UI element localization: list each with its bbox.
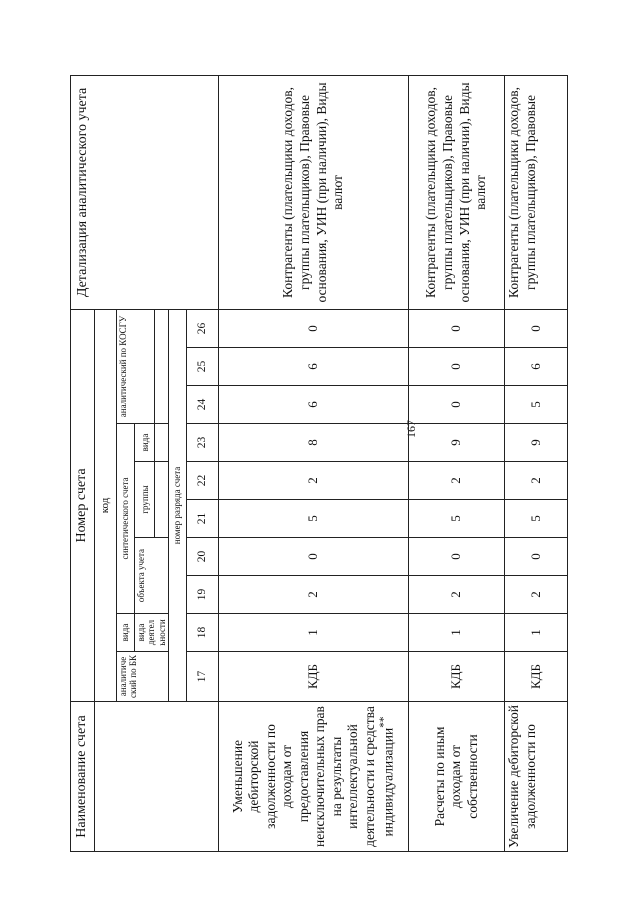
header-account-number: Номер счета: [71, 309, 95, 701]
column-number: 19: [187, 576, 219, 614]
value-cell: 2: [505, 576, 568, 614]
value-cell: 2: [219, 576, 409, 614]
header-group-blank: [155, 462, 169, 538]
account-name-cell: [505, 702, 568, 852]
note-mark: **: [378, 716, 391, 728]
value-cell: 0: [409, 386, 505, 424]
detail-cell: Контрагенты (плательщики доходов, группы плательщиков), Правовые: [505, 75, 568, 309]
account-name: Расчеты по иным доходам от собственности: [431, 726, 480, 827]
column-number: 24: [187, 386, 219, 424]
header-analytic-bk: аналитиче ский по БК: [117, 652, 169, 702]
column-number: 22: [187, 462, 219, 500]
value-cell: 5: [505, 500, 568, 538]
value-cell: 1: [219, 614, 409, 652]
column-number: 25: [187, 348, 219, 386]
table-row: [505, 75, 568, 851]
rotated-table-page: [70, 76, 604, 852]
header-kind-blank: [155, 424, 169, 462]
column-number: 17: [187, 652, 219, 702]
value-cell: 6: [219, 386, 409, 424]
column-number: 21: [187, 500, 219, 538]
value-cell: 9: [505, 424, 568, 462]
value-cell: 1: [505, 614, 568, 652]
value-cell: 0: [219, 538, 409, 576]
column-number: 18: [187, 614, 219, 652]
header-code: код: [95, 309, 117, 701]
header-activity-type: вида деятел ьности: [135, 614, 169, 652]
page-number: 167: [404, 420, 418, 438]
header-synthetic-account: синтетического счета: [117, 424, 135, 614]
account-name: Увеличение дебиторской задолженности по: [506, 705, 538, 848]
value-cell: 1: [409, 614, 505, 652]
value-cell: 0: [505, 538, 568, 576]
value-cell: КДБ: [219, 652, 409, 702]
account-name-cell: [219, 702, 409, 852]
header-name-blank: [95, 702, 219, 852]
value-cell: 2: [505, 462, 568, 500]
table-row: [409, 75, 505, 851]
table-row: [219, 75, 409, 851]
value-cell: 0: [409, 538, 505, 576]
header-kind-top: вида: [117, 614, 135, 652]
value-cell: 2: [409, 576, 505, 614]
header-row-1: [71, 75, 95, 851]
value-cell: 5: [219, 500, 409, 538]
account-name: Уменьшение дебиторской задолженности по доходам от предоставления неисключительных прав на результаты интеллектуальной деятельности и средства индивидуализации: [229, 706, 396, 847]
header-accounting-object: объекта учета: [135, 538, 169, 614]
value-cell: 9: [409, 424, 505, 462]
value-cell: 0: [505, 309, 568, 347]
header-analytic-kosgu: аналитический по КОСГУ: [117, 309, 155, 423]
detail-cell: Контрагенты (плательщики доходов, группы плательщиков), Правовые основания, УИН (при наличии), Виды валют: [219, 75, 409, 309]
header-digit-number: номер разряда счета: [169, 309, 187, 701]
header-account-name: Наименование счета: [71, 702, 95, 852]
value-cell: 2: [219, 462, 409, 500]
value-cell: 5: [409, 500, 505, 538]
detail-cell: Контрагенты (плательщики доходов, группы плательщиков), Правовые основания, УИН (при наличии), Виды валют: [409, 75, 505, 309]
value-cell: КДБ: [505, 652, 568, 702]
column-number: 26: [187, 309, 219, 347]
header-group: группы: [135, 462, 155, 538]
value-cell: 6: [219, 348, 409, 386]
value-cell: 0: [409, 348, 505, 386]
value-cell: 0: [219, 309, 409, 347]
column-number: 20: [187, 538, 219, 576]
header-kosgu-blank: [155, 309, 169, 423]
accounts-table: [70, 75, 568, 852]
account-name-cell: [409, 702, 505, 852]
value-cell: 5: [505, 386, 568, 424]
header-kind: вида: [135, 424, 155, 462]
value-cell: КДБ: [409, 652, 505, 702]
value-cell: 0: [409, 309, 505, 347]
value-cell: 2: [409, 462, 505, 500]
value-cell: 6: [505, 348, 568, 386]
column-number: 23: [187, 424, 219, 462]
header-analytic-detail: Детализация аналитического учета: [71, 75, 219, 309]
value-cell: 8: [219, 424, 409, 462]
